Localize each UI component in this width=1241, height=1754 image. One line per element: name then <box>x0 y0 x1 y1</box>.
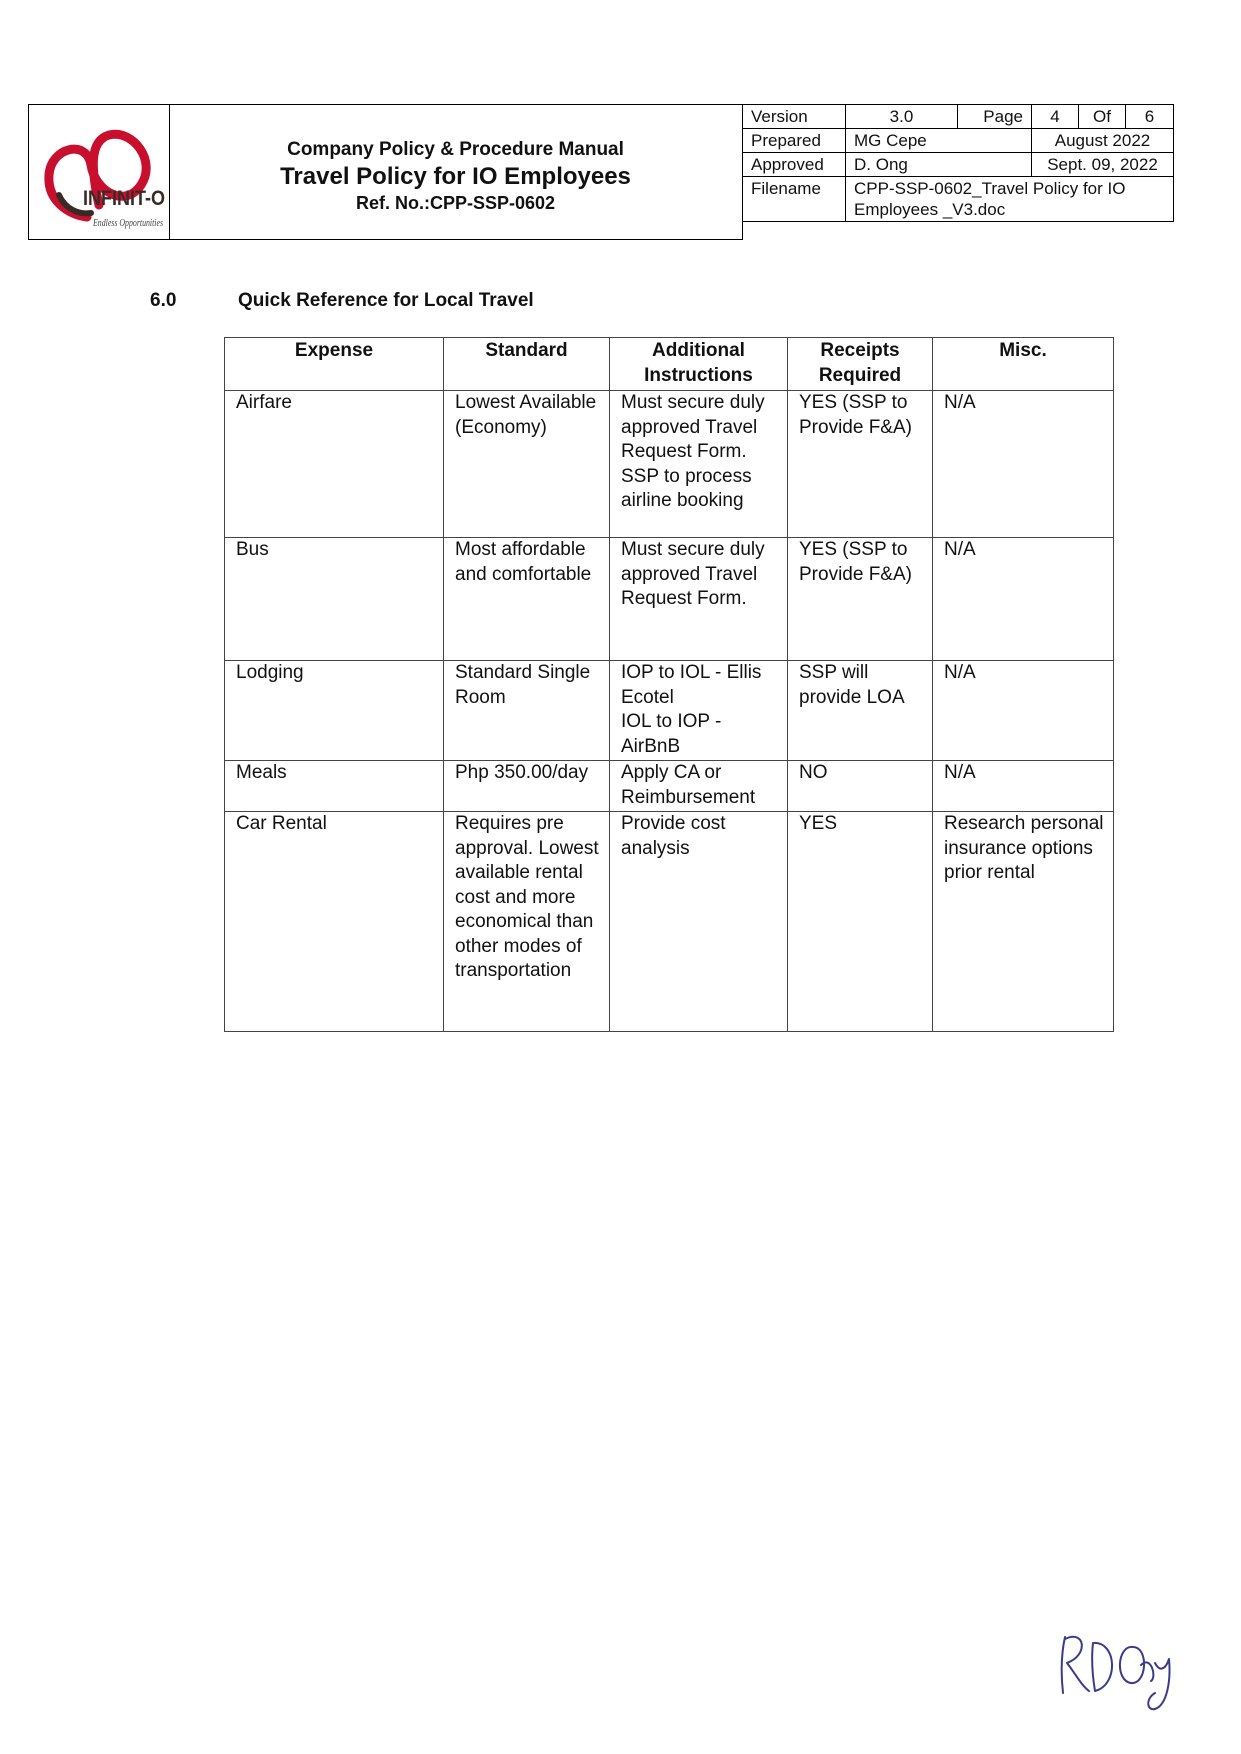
table-cell: YES <box>788 812 933 1032</box>
table-cell: Research personal insurance options prior rental <box>933 812 1114 1032</box>
meta-row-version <box>743 105 1174 129</box>
column-header: Misc. <box>933 338 1114 391</box>
table-cell: Standard Single Room <box>444 661 610 761</box>
meta-row-approved <box>743 153 1174 177</box>
table-cell: Lowest Available (Economy) <box>444 391 610 538</box>
column-header: Additional Instructions <box>610 338 788 391</box>
table-cell: Provide cost analysis <box>610 812 788 1032</box>
handwritten-initials-signature <box>1055 1625 1185 1715</box>
prepared-date: August 2022 <box>1032 129 1174 153</box>
table-cell: YES (SSP to Provide F&A) <box>788 538 933 661</box>
meta-row-prepared <box>743 129 1174 153</box>
logo-brand-text: INFINIT-O <box>83 187 165 210</box>
table-cell: N/A <box>933 391 1114 538</box>
table-row <box>225 661 1114 761</box>
version-label: Version <box>743 105 846 129</box>
version-value: 3.0 <box>846 105 958 129</box>
document-metadata-table <box>742 104 1174 222</box>
table-row <box>225 391 1114 538</box>
table-cell: Requires pre approval. Lowest available rental cost and more economical than other modes of transportation <box>444 812 610 1032</box>
page-of-label: Of <box>1079 105 1126 129</box>
column-header: Receipts Required <box>788 338 933 391</box>
table-header-row <box>225 338 1114 391</box>
filename-value: CPP-SSP-0602_Travel Policy for IO Employees _V3.doc <box>846 177 1174 222</box>
table-cell: SSP will provide LOA <box>788 661 933 761</box>
section-title: Quick Reference for Local Travel <box>238 290 534 311</box>
table-cell: YES (SSP to Provide F&A) <box>788 391 933 538</box>
table-cell: NO <box>788 761 933 812</box>
page-total: 6 <box>1126 105 1174 129</box>
table-cell: N/A <box>933 538 1114 661</box>
document-title: Travel Policy for IO Employees <box>280 162 631 190</box>
table-cell: Must secure duly approved Travel Request Form. <box>610 538 788 661</box>
table-cell: Apply CA or Reimbursement <box>610 761 788 812</box>
table-row <box>225 761 1114 812</box>
filename-label: Filename <box>743 177 846 222</box>
approved-date: Sept. 09, 2022 <box>1032 153 1174 177</box>
table-cell: Php 350.00/day <box>444 761 610 812</box>
table-cell: N/A <box>933 761 1114 812</box>
table-cell: Airfare <box>225 391 444 538</box>
reference-number: Ref. No.:CPP-SSP-0602 <box>355 192 556 213</box>
table-row <box>225 538 1114 661</box>
table-cell: Must secure duly approved Travel Request Form. SSP to process airline booking <box>610 391 788 538</box>
logo-tagline-text: Endless Opportunities <box>92 218 164 229</box>
table-cell: N/A <box>933 661 1114 761</box>
page-label: Page <box>958 105 1032 129</box>
table-cell: Most affordable and comfortable <box>444 538 610 661</box>
page-current: 4 <box>1032 105 1079 129</box>
meta-row-filename <box>743 177 1174 222</box>
table-row <box>225 812 1114 1032</box>
table-cell: Lodging <box>225 661 444 761</box>
prepared-label: Prepared <box>743 129 846 153</box>
table-cell: IOP to IOL - Ellis Ecotel IOL to IOP - AirBnB <box>610 661 788 761</box>
prepared-by: MG Cepe <box>846 129 1032 153</box>
local-travel-reference-table <box>224 337 1114 1032</box>
table-cell: Bus <box>225 538 444 661</box>
document-header-title-block <box>169 104 743 240</box>
section-heading <box>150 290 534 312</box>
column-header: Standard <box>444 338 610 391</box>
table-cell: Car Rental <box>225 812 444 1032</box>
approved-label: Approved <box>743 153 846 177</box>
column-header: Expense <box>225 338 444 391</box>
manual-title: Company Policy & Procedure Manual <box>287 138 624 160</box>
table-cell: Meals <box>225 761 444 812</box>
section-number: 6.0 <box>150 290 177 311</box>
approved-by: D. Ong <box>846 153 1032 177</box>
company-logo <box>28 104 170 240</box>
infinito-logo-icon <box>29 105 171 241</box>
